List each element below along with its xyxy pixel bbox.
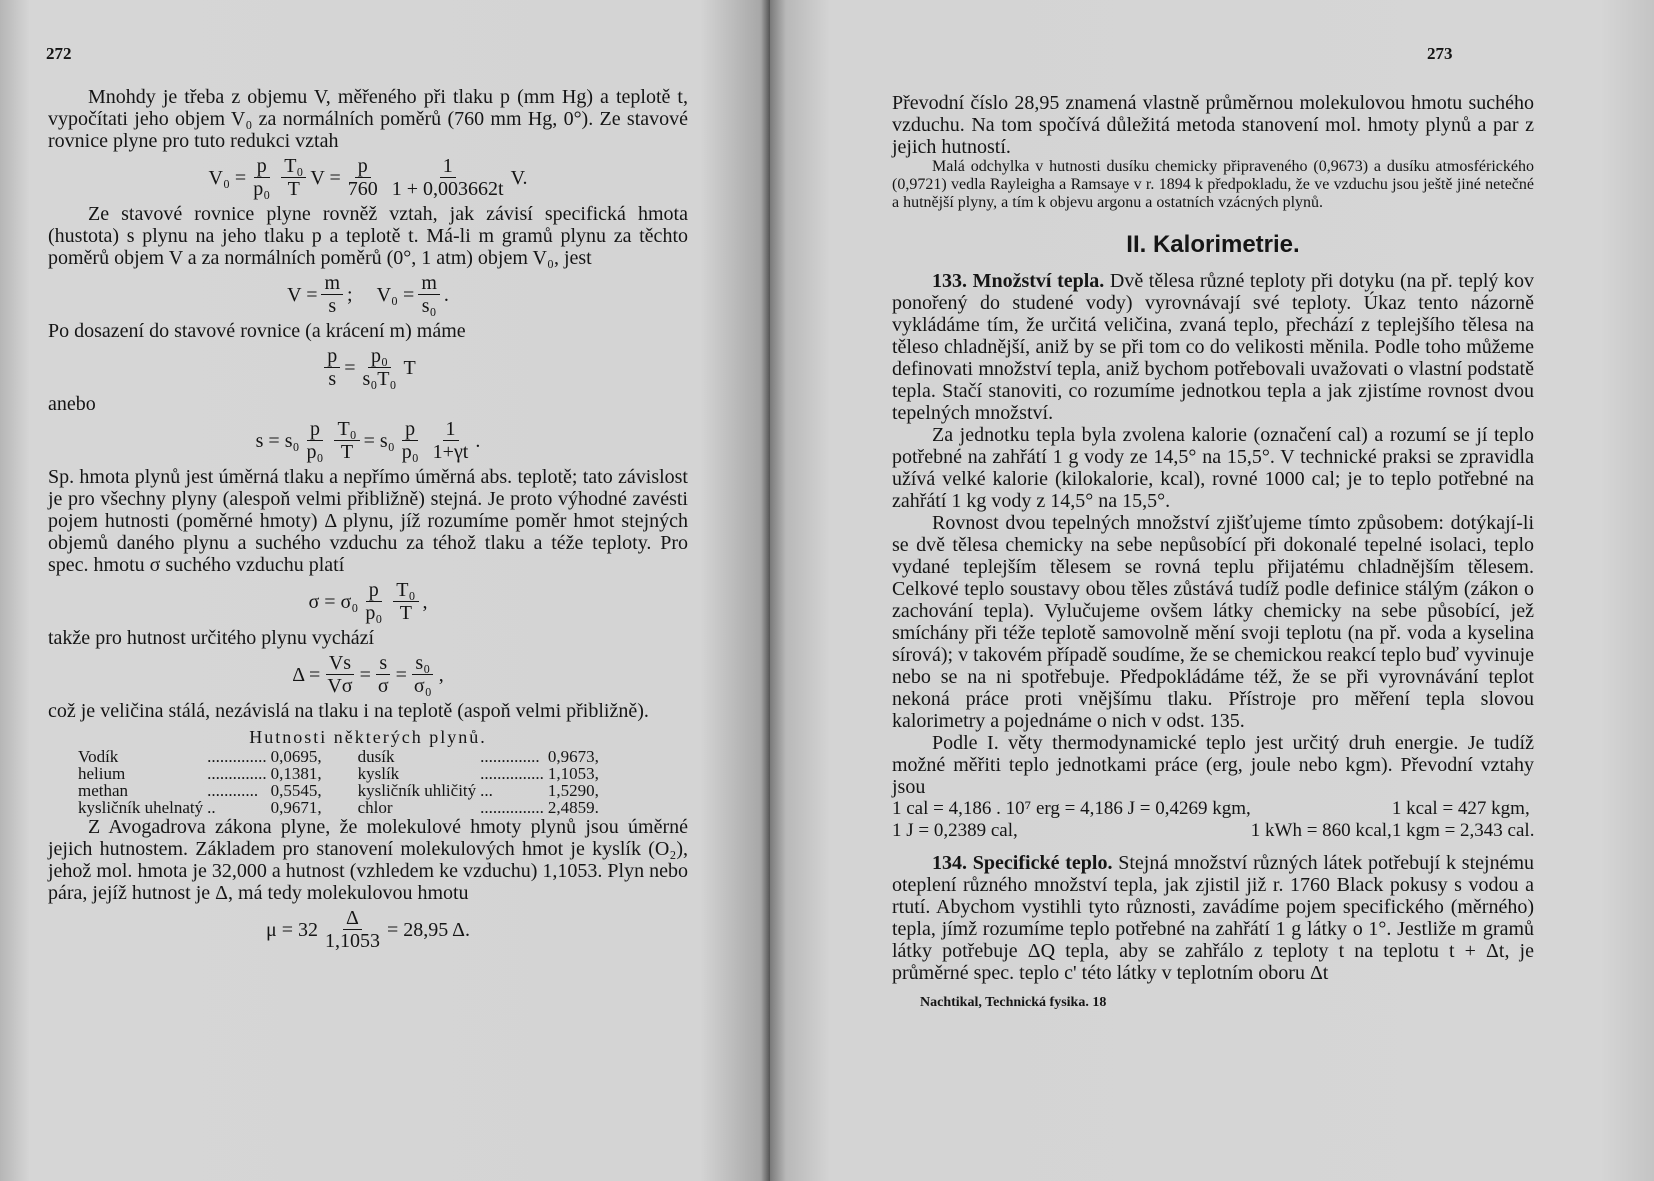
anebo-label: anebo <box>48 393 96 415</box>
left-column <box>48 86 688 955</box>
gas-density: 0,0695, <box>270 747 322 766</box>
table-row <box>78 765 603 782</box>
page-number: 273 <box>1427 44 1453 63</box>
equation: $\frac{p}{s}$ = $\frac{\text{p₀}}{\text{s₀T₀}}$ T <box>48 345 688 390</box>
page-footer: Nachtikal, Technická fysika. 18 <box>920 995 1107 1010</box>
table-title: Hutnosti některých plynů. <box>249 727 487 747</box>
equation: s = s₀ $\frac{p}{\text{p₀}}$ $\frac{\text{T₀}}{T}$ = s₀ $\frac{p}{\text{p₀}}$ $\frac{1}{1+\gamma t}$ . <box>255 418 481 463</box>
equation: V₀ = $\frac{p}{\text{p₀}}$ $\frac{\text{T₀}}{T}$ V = $\frac{p}{760}$ $\frac{1}{1 + 0,003662t}$ V. <box>208 155 528 200</box>
paragraph: Převodní číslo 28,95 znamená vlastně průměrnou molekulovou hmotu suchého vzduchu. Na tom spočívá důležitá metoda stanovení mol. hmoty plynů a par z jejich hutností. <box>892 92 1534 158</box>
paragraph: Sp. hmota plynů jest úměrná tlaku a nepřímo úměrná abs. teplotě; tato závislost je pro všechny plyny (alespoň velmi přibližně) stejná. Je proto výhodné zavésti pojem hutnosti (poměrné hmoty) Δ plynu, jíž rozumíme poměr hmot stejných objemů daného plynu a suchého vzduchu za téhož tlaku a téže teploty. Pro spec. hmotu σ suchého vzduchu platí <box>48 466 688 576</box>
leader-dots: .............. <box>207 747 267 766</box>
leader-dots: ............... <box>480 764 544 783</box>
conversion-cell: 1 kgm = 2,343 cal. <box>1391 820 1535 841</box>
gas-density: 0,1381, <box>270 764 322 783</box>
gas-name: kyslík <box>357 764 400 783</box>
density-table <box>78 748 603 816</box>
gas-density: 1,5290, <box>547 781 599 800</box>
leader-dots: ... <box>480 781 493 800</box>
gas-name: dusík <box>357 747 395 766</box>
paragraph: Mnohdy je třeba z objemu V, měřeného při tlaku p (mm Hg) a teplotě t, vypočítati jeho objem V₀ za normálních poměrů (760 mm Hg, 0°). Ze stavové rovnice plyne pro tuto redukci vztah <box>48 86 688 152</box>
gas-name: kysličník uhličitý <box>357 781 477 800</box>
gas-density: 0,9673, <box>547 747 599 766</box>
gas-name: chlor <box>357 798 393 817</box>
page-number: 272 <box>46 44 72 63</box>
paragraph: což je veličina stálá, nezávislá na tlaku i na teplotě (aspoň velmi přibližně). <box>48 700 649 722</box>
table-row <box>78 782 603 799</box>
equation: Δ = $\frac{Vs}{V\sigma}$ = $\frac{s}{\sigma}$ = $\frac{\text{s₀}}{\text{σ₀}}$ , <box>292 652 444 697</box>
chapter-heading: II. Kalorimetrie. <box>1126 231 1300 258</box>
leader-dots: .. <box>207 798 216 817</box>
section-title: 133. Množství tepla. <box>932 270 1105 292</box>
equation: V = $\frac{m}{s}$ ; V₀ = $\frac{m}{\text{s₀}}$ . <box>287 272 449 317</box>
paragraph: Z Avogadrova zákona plyne, že molekulové hmoty plynů jsou úměrné jejich hutnostem. Základem pro stanovení molekulových hmot je kyslík (O₂), jehož mol. hmota je 32,000 a hutnost (vzhledem ke vzduchu) 1,1053. Plyn nebo pára, jejíž hutnost je Δ, má tedy molekulovou hmotu <box>48 816 688 904</box>
leader-dots: .............. <box>207 764 267 783</box>
gas-name: Vodík <box>78 747 119 766</box>
gas-name: methan <box>78 781 129 800</box>
section-title: 134. Specifické teplo. <box>932 852 1113 874</box>
table-row <box>78 799 603 816</box>
gas-density: 2,4859. <box>547 798 599 817</box>
leader-dots: ............... <box>480 798 544 817</box>
conversion-cell: 1 J = 0,2389 cal, <box>892 820 1018 841</box>
right-column <box>892 92 1534 1014</box>
gas-density: 0,5545, <box>270 781 322 800</box>
paragraph: Za jednotku tepla byla zvolena kalorie (označení cal) a rozumí se jí teplo potřebné na zahřátí 1 g vody ze 14,5° na 15,5°. V technické praksi se zpravidla užívá velké kalorie (kilokalorie, kcal), rovné 1000 cal; je to teplo potřebné na zahřátí 1 kg vody z 14,5° na 15,5°. <box>892 424 1534 512</box>
equation: σ = σ₀ $\frac{p}{\text{p₀}}$ $\frac{\text{T₀}}{T}$ , <box>308 579 428 624</box>
table-row <box>78 748 603 765</box>
conversion-table <box>892 798 1534 842</box>
conversion-cell <box>1251 798 1392 820</box>
leader-dots: ............ <box>207 781 259 800</box>
footnote-paragraph: Malá odchylka v hutnosti dusíku chemicky připraveného (0,9673) a dusíku atmosférického (0,9721) vedla Rayleigha a Ramsaye v r. 1894 k předpokladu, že ve vzduchu jsou ještě jiné netečné a hutnější plyny, a tím k objevu argonu a ostatních vzácných plynů. <box>892 158 1534 211</box>
paragraph: Rovnost dvou tepelných množství zjišťujeme tímto způsobem: dotýkají-li se dvě tělesa chemicky na sebe nepůsobící při dokonalé tepelné isolaci, teplo vydané teplejším tělesem se rovná teplu přijatému chladnějším tělesem. Celkové teplo soustavy obou těles zůstává tudíž podle definice stálým (zákon o zachování tepla). Vylučujeme ovšem látky chemicky na sebe působící, jež smíchány při téže teplotě samovolně mění svoji teplotu (na př. voda a kyselina sírová); v takovém případě soudíme, že se chemickou reakcí teplo buď vyvinuje nebo se na ni spotřebuje. Předpokládáme též, že se při vyrovnávání teplot nekoná práce proti vnějšímu tlaku. Přístroje pro měření tepla slovou kalorimetry a pojednáme o nich v odst. 135. <box>892 512 1534 732</box>
gas-density: 0,9671, <box>270 798 322 817</box>
paragraph: Podle I. věty thermodynamické teplo jest určitý druh energie. Je tudíž možné měřiti teplo jednotkami práce (erg, joule nebo kgm). Převodní vztahy jsou <box>892 732 1534 798</box>
paragraph: Ze stavové rovnice plyne rovněž vztah, jak závisí specifická hmota (hustota) s plynu na jeho tlaku p a teplotě t. Má-li m gramů plynu za těchto poměrů objem V a za normálních poměrů (0°, 1 atm) objem V₀, jest <box>48 203 688 269</box>
conversion-cell: 1 kWh = 860 kcal, <box>1250 820 1392 841</box>
gas-density: 1,1053, <box>547 764 599 783</box>
right-page <box>770 0 1654 1181</box>
leader-dots: .............. <box>480 747 540 766</box>
paragraph: takže pro hutnost určitého plynu vychází <box>48 627 375 649</box>
section-134: 134. Specifické teplo. Stejná množství různých látek potřebují k stejnému oteplení různého množství tepla, jak zjistil již r. 1760 Black pokusy s vodou a rtutí. Abychom vystihli tyto různosti, zavádíme pojem specifického (měrného) tepla, jímž rozumíme teplo potřebné na zahřátí 1 g látky o 1°. Jestliže m gramů látky potřebuje ΔQ tepla, aby se zahřálo z teploty t na teplotu t + Δt, je průměrné spec. teplo c' této látky v teplotním oboru Δt <box>892 852 1535 984</box>
equation: μ = 32 $\frac{\Delta}{1,1053}$ = 28,95 Δ. <box>265 907 471 952</box>
section-133: 133. Množství tepla. Dvě tělesa různé teploty při dotyku (na př. teplý kov ponořený do studené vody) vyrovnávají své teploty. Úkaz tento názorně vykládáme tím, že určitá veličina, zvaná teplo, přechází z teplejšího tělesa na těleso chladnější, aniž by se při tom co do velikosti měnila. Podle toho můžeme definovati množství tepla, aniž bychom potřebovali uvažovati o vlastní podstatě tepla. Stačí stanoviti, co rozumíme jednotkou tepla a jak zjistíme rovnost dvou tepelných množství. <box>892 270 1534 424</box>
conversion-cell: 1 cal = 4,186 . 10⁷ erg = 4,186 J = 0,4269 kgm, <box>892 798 1251 819</box>
left-page <box>0 0 770 1181</box>
paragraph: Po dosazení do stavové rovnice (a krácení m) máme <box>48 320 466 342</box>
conversion-cell: 1 kcal = 427 kgm, <box>1391 798 1530 819</box>
gas-name: kysličník uhelnatý <box>78 798 204 817</box>
gas-name: helium <box>78 764 126 783</box>
